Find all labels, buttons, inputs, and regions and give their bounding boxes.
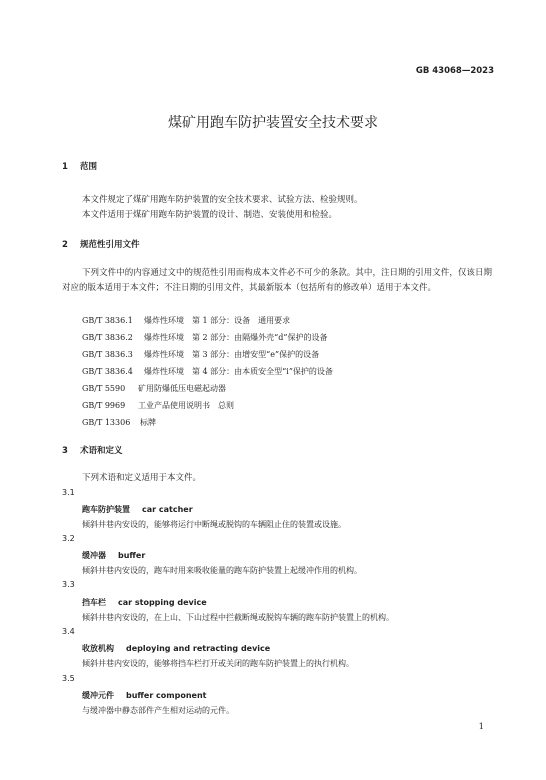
term-number: 3.1 (62, 488, 75, 497)
term-heading (82, 690, 207, 701)
term-english: deploying and retracting device (126, 644, 271, 653)
term-english: car stopping device (118, 598, 207, 607)
term-heading (82, 550, 145, 561)
reference-title: 爆炸性环境 第 2 部分：由隔爆外壳“d”保护的设备 (144, 333, 328, 342)
reference-title: 标牌 (140, 418, 156, 427)
term-chinese: 缓冲元件 (82, 691, 114, 700)
section-number: 2 (62, 240, 68, 250)
term-chinese: 收放机构 (82, 644, 114, 653)
reference-title: 爆炸性环境 第 3 部分：由增安型“e”保护的设备 (144, 350, 320, 359)
section-2-heading (62, 238, 140, 250)
term-heading (82, 597, 207, 608)
reference-item (82, 400, 234, 411)
term-definition: 倾斜井巷内安设的，跑车时用来吸收能量的跑车防护装置上起缓冲作用的机构。 (82, 566, 362, 575)
section-title: 术语和定义 (80, 446, 123, 456)
section-number: 1 (62, 162, 68, 172)
page-number: 1 (478, 722, 484, 732)
reference-title: 矿用防爆低压电磁起动器 (138, 384, 226, 393)
section-1-line-1: 本文件规定了煤矿用跑车防护装置的安全技术要求、试验方法、检验规则。 (82, 195, 363, 205)
term-english: buffer (118, 551, 146, 560)
reference-code: GB/T 5590 (82, 384, 126, 393)
standard-number: GB 43068—2023 (415, 66, 494, 76)
reference-item (82, 383, 226, 394)
section-1-line-2: 本文件适用于煤矿用跑车防护装置的设计、制造、安装使用和检验。 (82, 210, 338, 220)
section-number: 3 (62, 446, 68, 456)
term-number: 3.4 (62, 627, 75, 636)
document-title: 煤矿用跑车防护装置安全技术要求 (168, 115, 378, 131)
term-number: 3.3 (62, 580, 75, 589)
reference-code: GB/T 9969 (82, 401, 126, 410)
reference-code: GB/T 3836.3 (82, 350, 133, 359)
section-2-intro: 下列文件中的内容通过文中的规范性引用而构成本文件必不可少的条款。其中，注日期的引用文件，仅该日期对应的版本适用于本文件；不注日期的引用文件，其最新版本（包括所有的修改单）适用于本文件。 (62, 268, 492, 293)
section-title: 规范性引用文件 (80, 240, 140, 250)
section-3-intro: 下列术语和定义适用于本文件。 (82, 473, 202, 483)
term-heading (82, 504, 193, 515)
reference-item (82, 349, 319, 360)
reference-item (82, 315, 290, 326)
term-chinese: 跑车防护装置 (82, 505, 130, 514)
section-1-heading (62, 160, 97, 172)
reference-code: GB/T 3836.4 (82, 367, 133, 376)
reference-title: 爆炸性环境 第 1 部分：设备 通用要求 (144, 316, 291, 325)
reference-code: GB/T 3836.1 (82, 316, 133, 325)
section-title: 范围 (80, 162, 98, 172)
term-chinese: 挡车栏 (82, 598, 106, 607)
term-definition: 倾斜井巷内安设的，在上山、下山过程中拦截断绳或脱钩车辆的跑车防护装置上的机构。 (82, 613, 394, 622)
reference-item (82, 366, 333, 377)
reference-title: 工业产品使用说明书 总则 (138, 401, 234, 410)
reference-item (82, 332, 327, 343)
section-3-heading (62, 444, 123, 456)
reference-item (82, 417, 156, 428)
term-chinese: 缓冲器 (82, 551, 106, 560)
term-english: buffer component (126, 691, 207, 700)
term-number: 3.5 (62, 674, 75, 683)
term-definition: 倾斜井巷内安设的，能够将运行中断绳或脱钩的车辆阻止住的装置或设施。 (82, 520, 346, 529)
term-definition: 倾斜井巷内安设的，能够将挡车栏打开或关闭的跑车防护装置上的执行机构。 (82, 659, 354, 668)
term-number: 3.2 (62, 534, 75, 543)
term-definition: 与缓冲器中静态部件产生相对运动的元件。 (82, 706, 234, 715)
reference-code: GB/T 3836.2 (82, 333, 133, 342)
reference-title: 爆炸性环境 第 4 部分：由本质安全型“i”保护的设备 (144, 367, 333, 376)
term-english: car catcher (142, 505, 193, 514)
term-heading (82, 643, 270, 654)
reference-code: GB/T 13306 (82, 418, 131, 427)
